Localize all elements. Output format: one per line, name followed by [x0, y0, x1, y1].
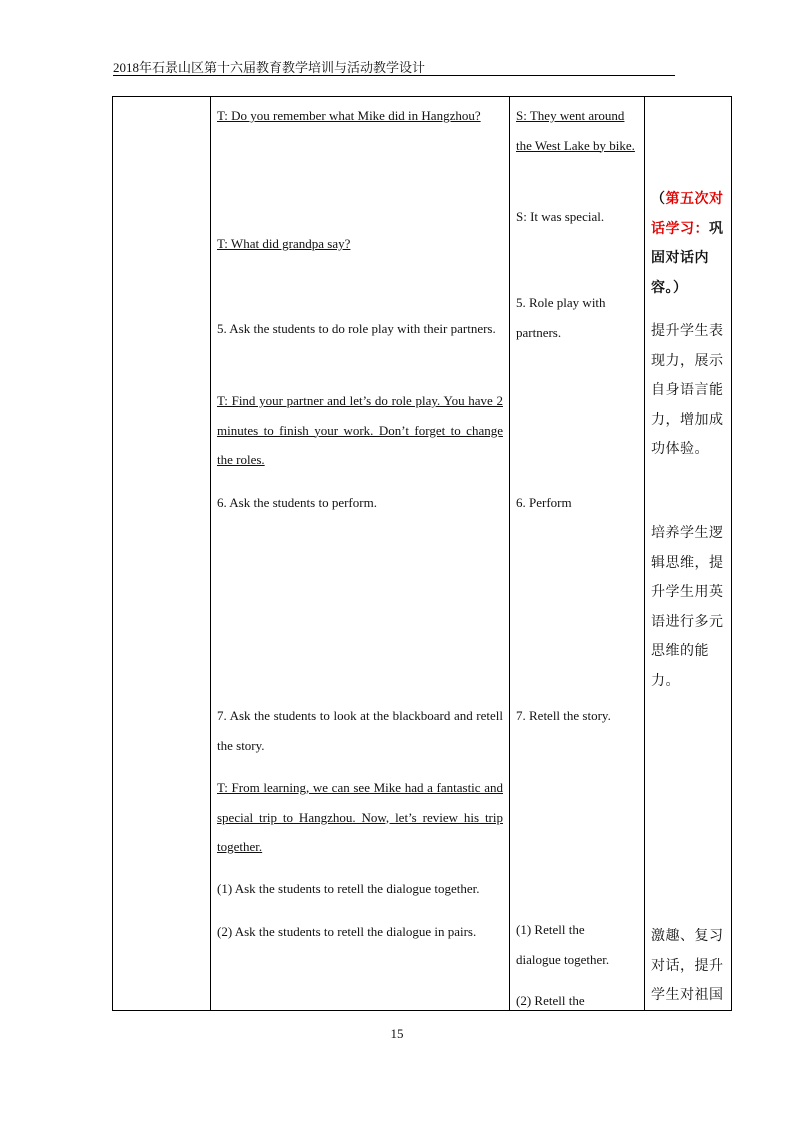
column-divider	[644, 97, 645, 1010]
student-step-7-1: (1) Retell the dialogue together.	[516, 922, 610, 967]
student-step-7-2: (2) Retell the	[516, 993, 585, 1008]
student-answer-1: S: They went around the West Lake by bike.	[516, 108, 635, 153]
step-7-2-instruction: (2) Ask the students to retell the dialogue in pairs.	[217, 924, 477, 939]
teacher-question-2: T: What did grandpa say?	[217, 236, 351, 251]
teacher-question-1: T: Do you remember what Mike did in Hangzhou?	[217, 108, 481, 123]
note-logical-thinking: 培养学生逻辑思维，提升学生用英语进行多元思维的能力。	[651, 525, 724, 689]
student-step-5: 5. Role play with partners.	[516, 295, 606, 340]
column-divider	[210, 97, 211, 1010]
student-answer-2: S: It was special.	[516, 209, 605, 224]
step-7-instruction: 7. Ask the students to look at the blackboard and retell the story.	[217, 708, 503, 753]
step-5-instruction: 5. Ask the students to do role play with their partners.	[217, 321, 496, 336]
step-5-teacher-talk: T: Find your partner and let’s do role play. You have 2 minutes to finish your work. Don’t forget to change the roles.	[217, 393, 503, 467]
student-step-7: 7. Retell the story.	[516, 708, 611, 723]
step-7-teacher-talk: T: From learning, we can see Mike had a fantastic and special trip to Hangzhou. Now, let’s review his trip together.	[217, 780, 503, 854]
lesson-table	[112, 96, 732, 1011]
header-rule	[113, 75, 675, 76]
step-7-1-instruction: (1) Ask the students to retell the dialogue together.	[217, 881, 480, 896]
note-dialogue-learning: （第五次对话学习：巩固对话内容。）	[651, 191, 724, 296]
page-number: 15	[390, 1026, 404, 1041]
step-6-instruction: 6. Ask the students to perform.	[217, 495, 377, 510]
page-header-title: 2018年石景山区第十六届教育教学培训与活动教学设计	[113, 60, 426, 75]
note-review-dialogue: 激趣、复习对话，提升学生对祖国	[651, 928, 724, 1003]
note-expressiveness: 提升学生表现力，展示自身语言能力，增加成功体验。	[651, 323, 724, 457]
column-divider	[509, 97, 510, 1010]
student-step-6: 6. Perform	[516, 495, 572, 510]
